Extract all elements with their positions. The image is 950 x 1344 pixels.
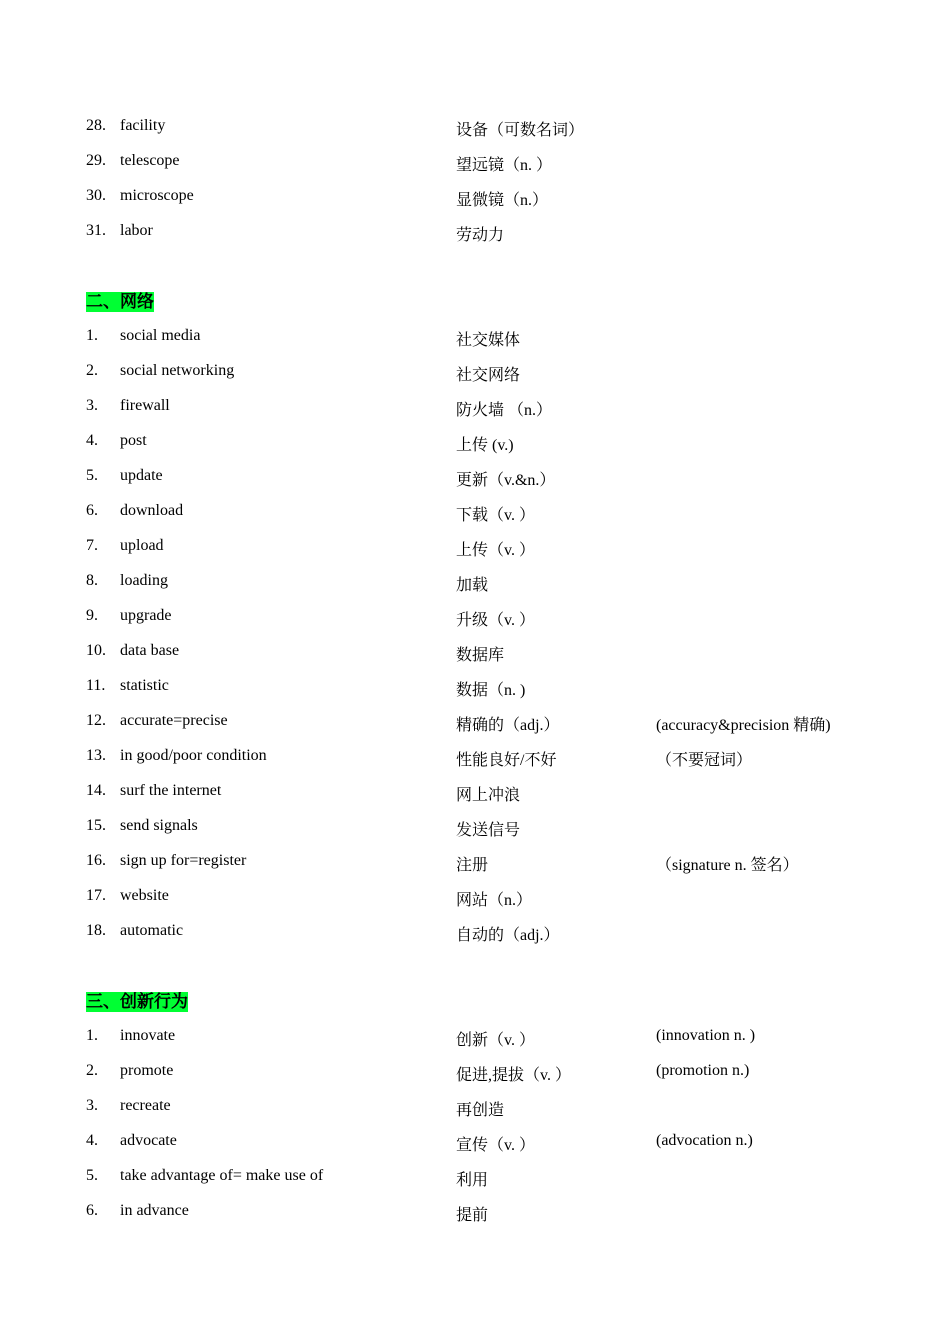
section-heading-row xyxy=(0,984,950,1019)
vocab-list-part1 xyxy=(0,109,950,249)
item-number: 3. xyxy=(86,1097,98,1114)
chinese-meaning: 数据（n. ) xyxy=(456,682,526,699)
item-number: 16. xyxy=(86,852,106,869)
item-number: 10. xyxy=(86,642,106,659)
chinese-meaning: 注册 xyxy=(456,857,489,874)
chinese-meaning: 社交媒体 xyxy=(456,332,521,349)
item-number: 5. xyxy=(86,1167,98,1184)
list-item xyxy=(0,599,950,634)
list-item xyxy=(0,564,950,599)
list-item xyxy=(0,424,950,459)
english-term: loading xyxy=(120,572,168,589)
chinese-meaning: 提前 xyxy=(456,1207,489,1224)
section-title-network: 二、网络 xyxy=(86,292,154,311)
item-number: 5. xyxy=(86,467,98,484)
list-item xyxy=(0,739,950,774)
section-title-innovation: 三、创新行为 xyxy=(86,992,188,1011)
list-item xyxy=(0,634,950,669)
chinese-meaning: 数据库 xyxy=(456,647,505,664)
extra-note: (advocation n.) xyxy=(656,1132,753,1149)
english-term: facility xyxy=(120,117,166,134)
list-item xyxy=(0,704,950,739)
english-term: upgrade xyxy=(120,607,172,624)
chinese-meaning: 劳动力 xyxy=(456,227,505,244)
chinese-meaning: 发送信号 xyxy=(456,822,521,839)
english-term: automatic xyxy=(120,922,184,939)
list-item xyxy=(0,529,950,564)
item-number: 6. xyxy=(86,502,98,519)
english-term: post xyxy=(120,432,147,449)
english-term: social networking xyxy=(120,362,235,379)
list-item xyxy=(0,494,950,529)
english-term: promote xyxy=(120,1062,174,1079)
list-item xyxy=(0,1089,950,1124)
item-number: 9. xyxy=(86,607,98,624)
item-number: 18. xyxy=(86,922,106,939)
english-term: data base xyxy=(120,642,180,659)
spacer xyxy=(0,249,950,284)
english-term: statistic xyxy=(120,677,169,694)
english-term: advocate xyxy=(120,1132,177,1149)
english-term: innovate xyxy=(120,1027,176,1044)
chinese-meaning: 宣传（v. ） xyxy=(456,1137,535,1154)
chinese-meaning: 网上冲浪 xyxy=(456,787,521,804)
list-item xyxy=(0,1019,950,1054)
chinese-meaning: 性能良好/不好 xyxy=(456,752,557,769)
chinese-meaning: 望远镜（n. ） xyxy=(456,157,553,174)
english-term: download xyxy=(120,502,184,519)
item-number: 13. xyxy=(86,747,106,764)
list-item xyxy=(0,354,950,389)
chinese-meaning: 显微镜（n.） xyxy=(456,192,549,209)
list-item xyxy=(0,459,950,494)
chinese-meaning: 自动的（adj.） xyxy=(456,927,560,944)
chinese-meaning: 利用 xyxy=(456,1172,489,1189)
list-item xyxy=(0,809,950,844)
list-item xyxy=(0,1194,950,1229)
chinese-meaning: 促进,提拔（v. ） xyxy=(456,1067,571,1084)
item-number: 2. xyxy=(86,362,98,379)
list-item xyxy=(0,319,950,354)
chinese-meaning: 更新（v.&n.） xyxy=(456,472,556,489)
extra-note: （signature n. 签名） xyxy=(656,857,799,874)
list-item xyxy=(0,774,950,809)
list-item xyxy=(0,179,950,214)
list-item xyxy=(0,389,950,424)
item-number: 4. xyxy=(86,1132,98,1149)
list-item xyxy=(0,844,950,879)
chinese-meaning: 再创造 xyxy=(456,1102,505,1119)
list-item xyxy=(0,914,950,949)
english-term: upload xyxy=(120,537,164,554)
list-item xyxy=(0,1054,950,1089)
extra-note: (promotion n.) xyxy=(656,1062,750,1079)
english-term: send signals xyxy=(120,817,198,834)
section-heading-row xyxy=(0,284,950,319)
vocabulary-page xyxy=(0,109,950,1229)
chinese-meaning: 设备（可数名词） xyxy=(456,122,585,139)
list-item xyxy=(0,109,950,144)
chinese-meaning: 精确的（adj.） xyxy=(456,717,560,734)
item-number: 31. xyxy=(86,222,106,239)
list-item xyxy=(0,879,950,914)
item-number: 1. xyxy=(86,1027,98,1044)
list-item xyxy=(0,1159,950,1194)
english-term: in good/poor condition xyxy=(120,747,267,764)
english-term: website xyxy=(120,887,169,904)
english-term: telescope xyxy=(120,152,180,169)
item-number: 28. xyxy=(86,117,106,134)
chinese-meaning: 创新（v. ） xyxy=(456,1032,535,1049)
list-item xyxy=(0,214,950,249)
spacer xyxy=(0,949,950,984)
chinese-meaning: 上传（v. ） xyxy=(456,542,535,559)
item-number: 6. xyxy=(86,1202,98,1219)
item-number: 1. xyxy=(86,327,98,344)
section-innovation xyxy=(0,984,950,1229)
english-term: take advantage of= make use of xyxy=(120,1167,324,1184)
item-number: 3. xyxy=(86,397,98,414)
extra-note: （不要冠词） xyxy=(656,752,753,769)
list-item xyxy=(0,1124,950,1159)
item-number: 7. xyxy=(86,537,98,554)
list-item xyxy=(0,144,950,179)
english-term: sign up for=register xyxy=(120,852,247,869)
english-term: update xyxy=(120,467,163,484)
english-term: in advance xyxy=(120,1202,189,1219)
section-network xyxy=(0,284,950,949)
item-number: 11. xyxy=(86,677,106,694)
english-term: recreate xyxy=(120,1097,171,1114)
extra-note: (accuracy&precision 精确) xyxy=(656,717,831,734)
english-term: accurate=precise xyxy=(120,712,228,729)
chinese-meaning: 防火墙 （n.） xyxy=(456,402,553,419)
list-item xyxy=(0,669,950,704)
item-number: 8. xyxy=(86,572,98,589)
item-number: 30. xyxy=(86,187,106,204)
chinese-meaning: 网站（n.） xyxy=(456,892,533,909)
item-number: 15. xyxy=(86,817,106,834)
chinese-meaning: 下载（v. ） xyxy=(456,507,535,524)
item-number: 17. xyxy=(86,887,106,904)
chinese-meaning: 上传 (v.) xyxy=(456,437,514,454)
english-term: surf the internet xyxy=(120,782,222,799)
item-number: 4. xyxy=(86,432,98,449)
chinese-meaning: 升级（v. ） xyxy=(456,612,535,629)
english-term: firewall xyxy=(120,397,170,414)
english-term: labor xyxy=(120,222,153,239)
item-number: 2. xyxy=(86,1062,98,1079)
chinese-meaning: 加载 xyxy=(456,577,489,594)
extra-note: (innovation n. ) xyxy=(656,1027,756,1044)
item-number: 14. xyxy=(86,782,106,799)
item-number: 12. xyxy=(86,712,106,729)
item-number: 29. xyxy=(86,152,106,169)
chinese-meaning: 社交网络 xyxy=(456,367,521,384)
english-term: social media xyxy=(120,327,201,344)
english-term: microscope xyxy=(120,187,194,204)
